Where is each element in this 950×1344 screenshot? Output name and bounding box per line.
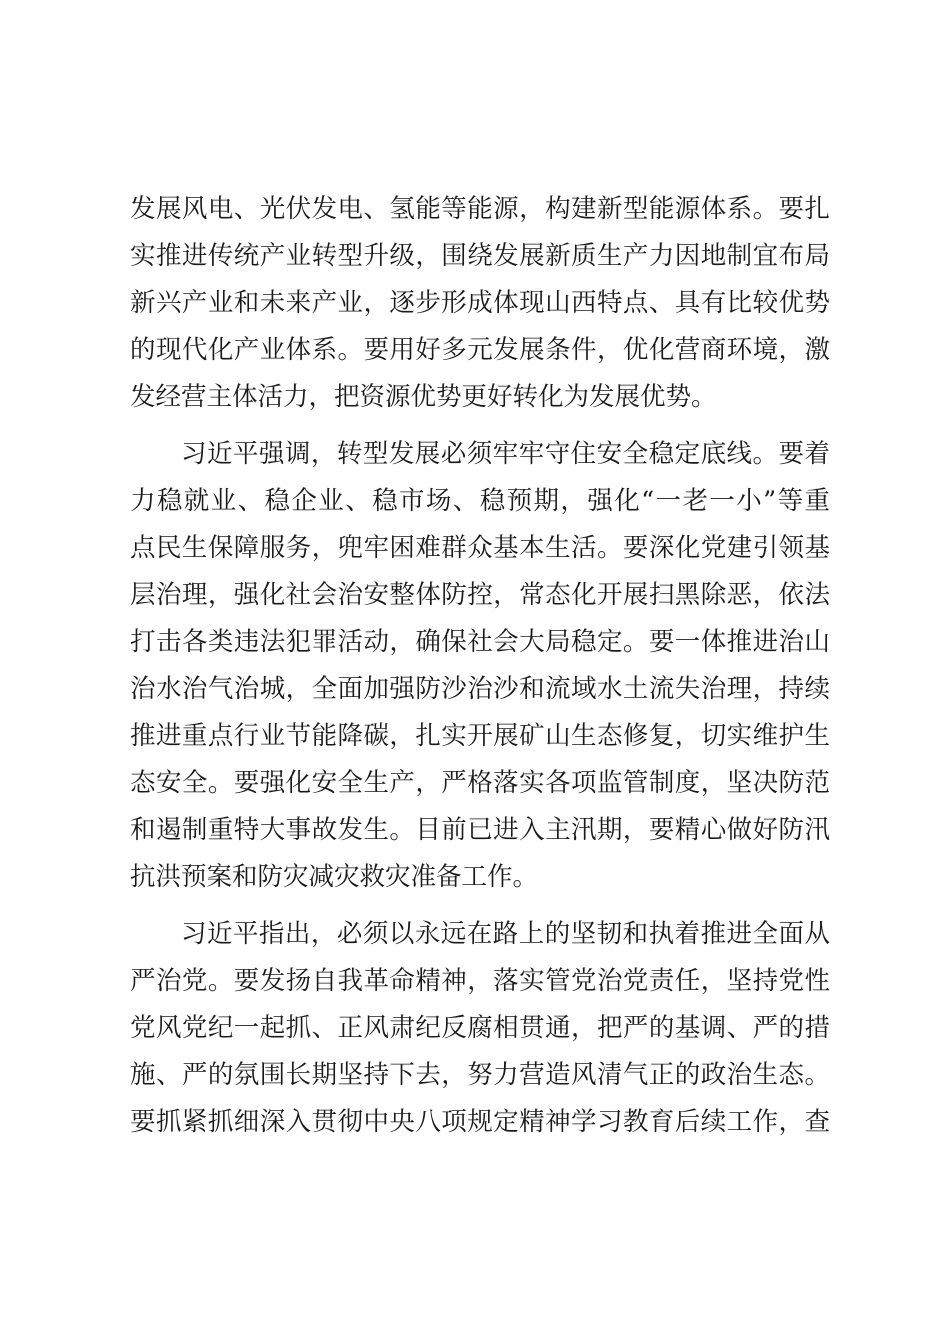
text-line: 严治党。要发扬自我革命精神，落实管党治党责任，坚持党性 bbox=[130, 966, 830, 996]
paragraph-1 bbox=[130, 186, 830, 421]
paragraph-2 bbox=[130, 431, 830, 901]
text-line: 推进重点行业节能降碳，扎实开展矿山生态修复，切实维护生 bbox=[130, 721, 830, 751]
text-line: 发展风电、光伏发电、氢能等能源，构建新型能源体系。要扎 bbox=[130, 194, 830, 224]
text-line: 发经营主体活力，把资源优势更好转化为发展优势。 bbox=[130, 382, 717, 412]
text-line: 习近平指出，必须以永远在路上的坚韧和执着推进全面从 bbox=[181, 919, 830, 949]
text-line: 态安全。要强化安全生产，严格落实各项监管制度，坚决防范 bbox=[130, 768, 830, 798]
text-line: 打击各类违法犯罪活动，确保社会大局稳定。要一体推进治山 bbox=[130, 627, 830, 657]
text-line: 和遏制重特大事故发生。目前已进入主汛期，要精心做好防汛 bbox=[130, 815, 830, 845]
text-line: 点民生保障服务，兜牢困难群众基本生活。要深化党建引领基 bbox=[130, 533, 830, 563]
text-line: 的现代化产业体系。要用好多元发展条件，优化营商环境，激 bbox=[130, 335, 830, 365]
text-line: 抗洪预案和防灾减灾救灾准备工作。 bbox=[130, 862, 539, 892]
text-line: 层治理，强化社会治安整体防控，常态化开展扫黑除恶，依法 bbox=[130, 580, 830, 610]
text-line: 党风党纪一起抓、正风肃纪反腐相贯通，把严的基调、严的措 bbox=[130, 1013, 830, 1043]
text-line: 要抓紧抓细深入贯彻中央八项规定精神学习教育后续工作，查 bbox=[130, 1107, 830, 1137]
text-line: 习近平强调，转型发展必须牢牢守住安全稳定底线。要着 bbox=[181, 439, 830, 469]
text-line: 新兴产业和未来产业，逐步形成体现山西特点、具有比较优势 bbox=[130, 288, 830, 318]
text-line: 治水治气治城，全面加强防沙治沙和流域水土流失治理，持续 bbox=[130, 674, 830, 704]
paragraph-3 bbox=[130, 911, 830, 1146]
article-body bbox=[130, 186, 830, 1146]
text-line: 施、严的氛围长期坚持下去，努力营造风清气正的政治生态。 bbox=[130, 1060, 830, 1090]
text-line: 实推进传统产业转型升级，围绕发展新质生产力因地制宜布局 bbox=[130, 241, 830, 271]
text-line: 力稳就业、稳企业、稳市场、稳预期，强化“一老一小”等重 bbox=[130, 486, 830, 516]
